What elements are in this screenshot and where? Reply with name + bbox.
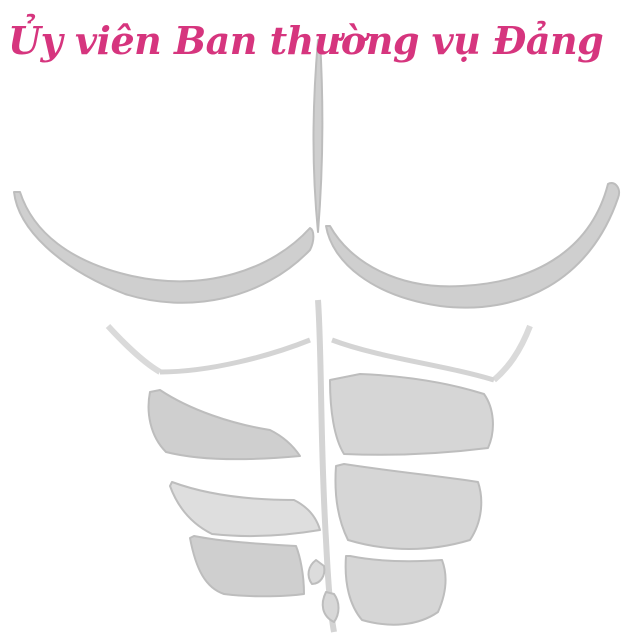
upper-left-line: [160, 340, 310, 372]
bottom-center-mark: [323, 592, 339, 622]
right-ab-lower: [346, 556, 446, 625]
caption-text: Ủy viên Ban thường vụ Đảng: [8, 18, 604, 63]
right-pec-shape: [326, 183, 619, 308]
bottom-left-mark: [309, 560, 325, 584]
right-ab-upper: [330, 374, 493, 455]
sternum-line: [314, 40, 323, 232]
center-linea: [318, 300, 334, 632]
left-ab-lower: [190, 536, 304, 596]
right-ab-middle: [336, 464, 482, 549]
left-pec-shape: [14, 192, 313, 303]
left-ab-upper: [149, 390, 300, 459]
left-ab-middle: [170, 482, 320, 536]
left-ribcage-line: [108, 326, 160, 372]
right-ribcage-line: [494, 326, 530, 380]
